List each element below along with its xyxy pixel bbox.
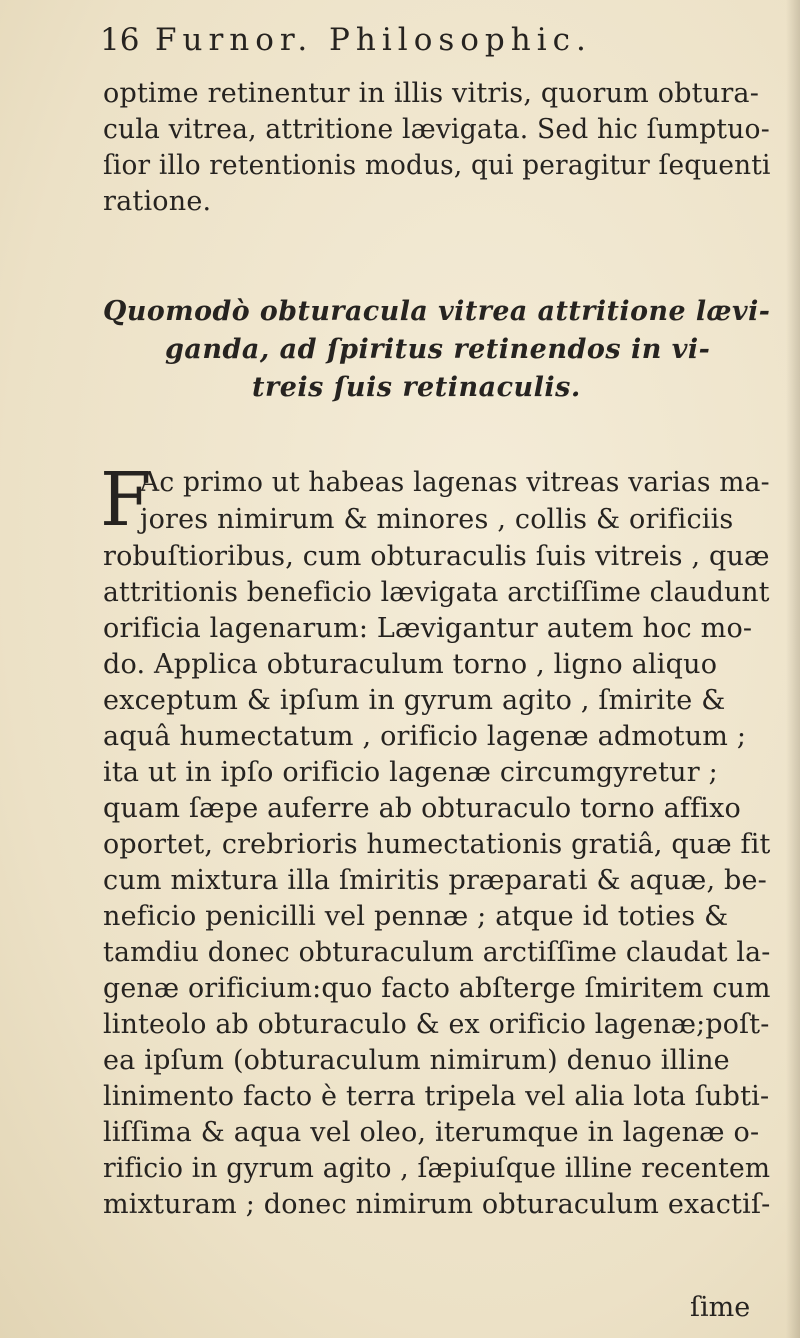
text-line: robuſtioribus, cum obturaculis ſuis vitreis , quæ: [103, 541, 770, 572]
text-line: ſior illo retentionis modus, qui peragitur ſequenti: [103, 150, 771, 181]
drop-cap: F: [100, 457, 152, 543]
text-line: orificia lagenarum: Lævigantur autem hoc mo-: [103, 613, 753, 644]
text-line: tamdiu donec obturaculum arctiſſime claudat la-: [103, 937, 771, 968]
section-heading-line: ganda, ad ſpiritus retinendos in vi-: [165, 334, 711, 365]
text-line: ita ut in ipſo orificio lagenæ circumgyretur ;: [103, 757, 718, 788]
text-line: cula vitrea, attritione lævigata. Sed hic ſumptuo-: [103, 114, 770, 145]
text-line: aquâ humectatum , orificio lagenæ admotum ;: [103, 721, 747, 752]
running-title: Furnor. Philosophic.: [155, 22, 592, 58]
text-line: oportet, crebrioris humectationis gratiâ, quæ fit: [103, 829, 771, 860]
page-number: 16: [100, 22, 140, 58]
text-line: mixturam ; donec nimirum obturaculum exactiſ-: [103, 1189, 771, 1220]
text-line: genæ orificium:quo facto abſterge ſmiritem cum: [103, 973, 771, 1004]
catchword: ſime: [690, 1292, 751, 1323]
section-heading-line: treis ſuis retinaculis.: [252, 372, 581, 403]
text-line: ea ipſum (obturaculum nimirum) denuo illine: [103, 1045, 730, 1076]
text-line: jores nimirum & minores , collis & orificiis: [140, 504, 734, 535]
text-line: quam ſæpe auferre ab obturaculo torno affixo: [103, 793, 741, 824]
text-line: optime retinentur in illis vitris, quorum obtura-: [103, 78, 760, 109]
text-line: ratione.: [103, 186, 212, 217]
text-line: do. Applica obturaculum torno , ligno aliquo: [103, 649, 718, 680]
text-line: liſſima & aqua vel oleo, iterumque in lagenæ o-: [103, 1117, 760, 1148]
text-line: exceptum & ipſum in gyrum agito , ſmirite &: [103, 685, 726, 716]
page-edge-shadow: [786, 0, 800, 1338]
section-heading-line: Quomodò obturacula vitrea attritione lævi-: [103, 296, 771, 327]
text-line: attritionis beneficio lævigata arctiſſime claudunt: [103, 577, 770, 608]
text-line: neficio penicilli vel pennæ ; atque id toties &: [103, 901, 729, 932]
text-line: linteolo ab obturaculo & ex orificio lagenæ;poſt-: [103, 1009, 770, 1040]
text-line: rificio in gyrum agito , ſæpiuſque illine recentem: [103, 1153, 771, 1184]
text-line: cum mixtura illa ſmiritis præparati & aquæ, be-: [103, 865, 768, 896]
text-line: Ac primo ut habeas lagenas vitreas varias ma-: [140, 467, 770, 498]
text-line: linimento facto è terra tripela vel alia lota ſubti-: [103, 1081, 770, 1112]
running-head: [100, 22, 740, 62]
